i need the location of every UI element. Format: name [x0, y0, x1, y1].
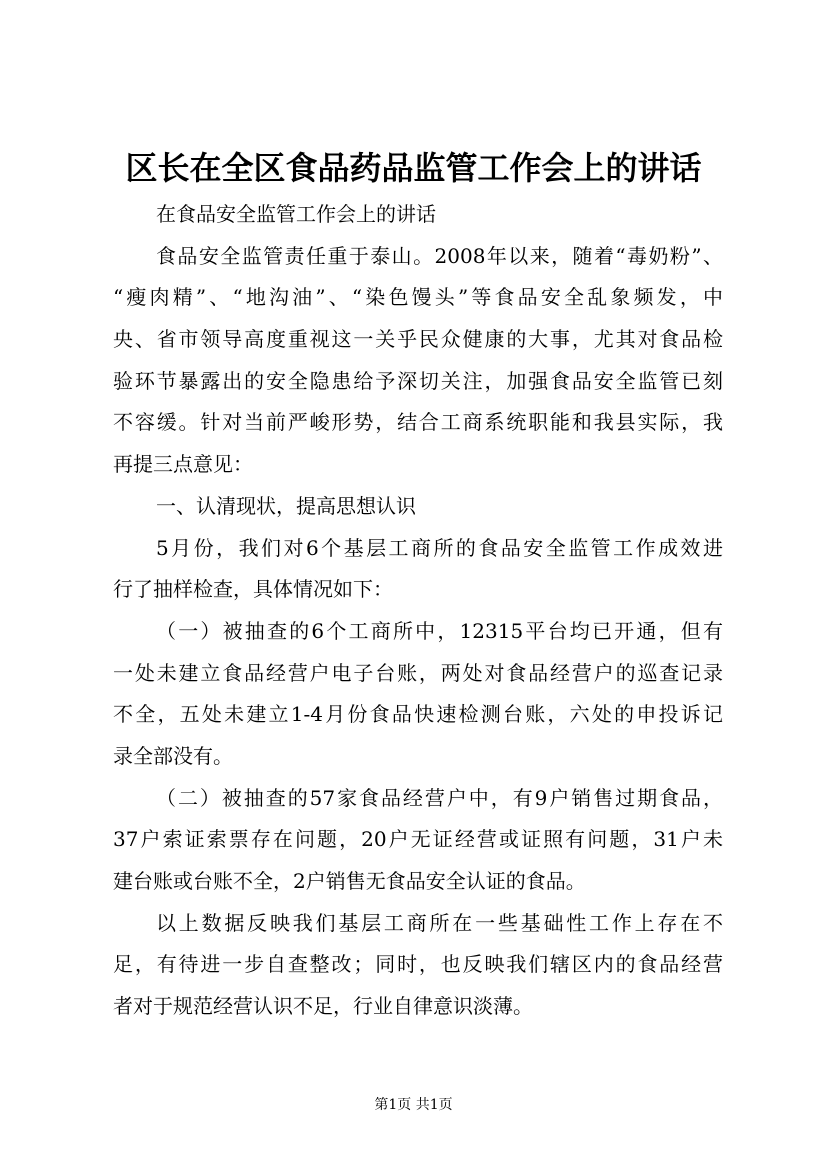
paragraph-line: 足，有待进一步自查整改；同时，也反映我们辖区内的食品经营: [113, 952, 723, 977]
subtitle-line: 在食品安全监管工作会上的讲话: [156, 202, 436, 226]
paragraph-line: 再提三点意见：: [113, 452, 253, 477]
paragraph-line: （二）被抽查的57家食品经营户中，有9户销售过期食品，: [156, 785, 723, 810]
paragraph-line: （一）被抽查的6个工商所中，12315平台均已开通，但有: [156, 618, 723, 643]
document-title: 区长在全区食品药品监管工作会上的讲话: [125, 149, 702, 187]
paragraph-line: 行了抽样检查，具体情况如下：: [113, 577, 393, 602]
paragraph-line: 5月份，我们对6个基层工商所的食品安全监管工作成效进: [156, 535, 723, 560]
paragraph-line: 建台账或台账不全，2户销售无食品安全认证的食品。: [113, 869, 586, 893]
document-body: [113, 194, 723, 1028]
paragraph-line: “瘦肉精”、“地沟油”、“染色馒头”等食品安全乱象频发，中: [113, 285, 723, 310]
page-footer: 第1页 共1页: [374, 1097, 453, 1113]
paragraph-line: 央、省市领导高度重视这一关乎民众健康的大事，尤其对食品检: [113, 327, 723, 352]
paragraph-line: 录全部没有。: [113, 743, 233, 768]
paragraph-line: 者对于规范经营认识不足，行业自律意识淡薄。: [113, 994, 533, 1019]
paragraph-line: 以上数据反映我们基层工商所在一些基础性工作上存在不: [156, 910, 723, 935]
paragraph-line: 不全，五处未建立1-4月份食品快速检测台账，六处的申投诉记: [113, 702, 723, 727]
paragraph-line: 一处未建立食品经营户电子台账，两处对食品经营户的巡查记录: [113, 660, 723, 685]
paragraph-line: 食品安全监管责任重于泰山。2008年以来，随着“毒奶粉”、: [156, 243, 723, 268]
paragraph-line: 不容缓。针对当前严峻形势，结合工商系统职能和我县实际，我: [113, 410, 723, 435]
paragraph-line: 验环节暴露出的安全隐患给予深切关注，加强食品安全监管已刻: [113, 368, 723, 393]
section-heading: 一、认清现状，提高思想认识: [156, 493, 416, 518]
paragraph-line: 37户索证索票存在问题，20户无证经营或证照有问题，31户未: [113, 827, 723, 852]
